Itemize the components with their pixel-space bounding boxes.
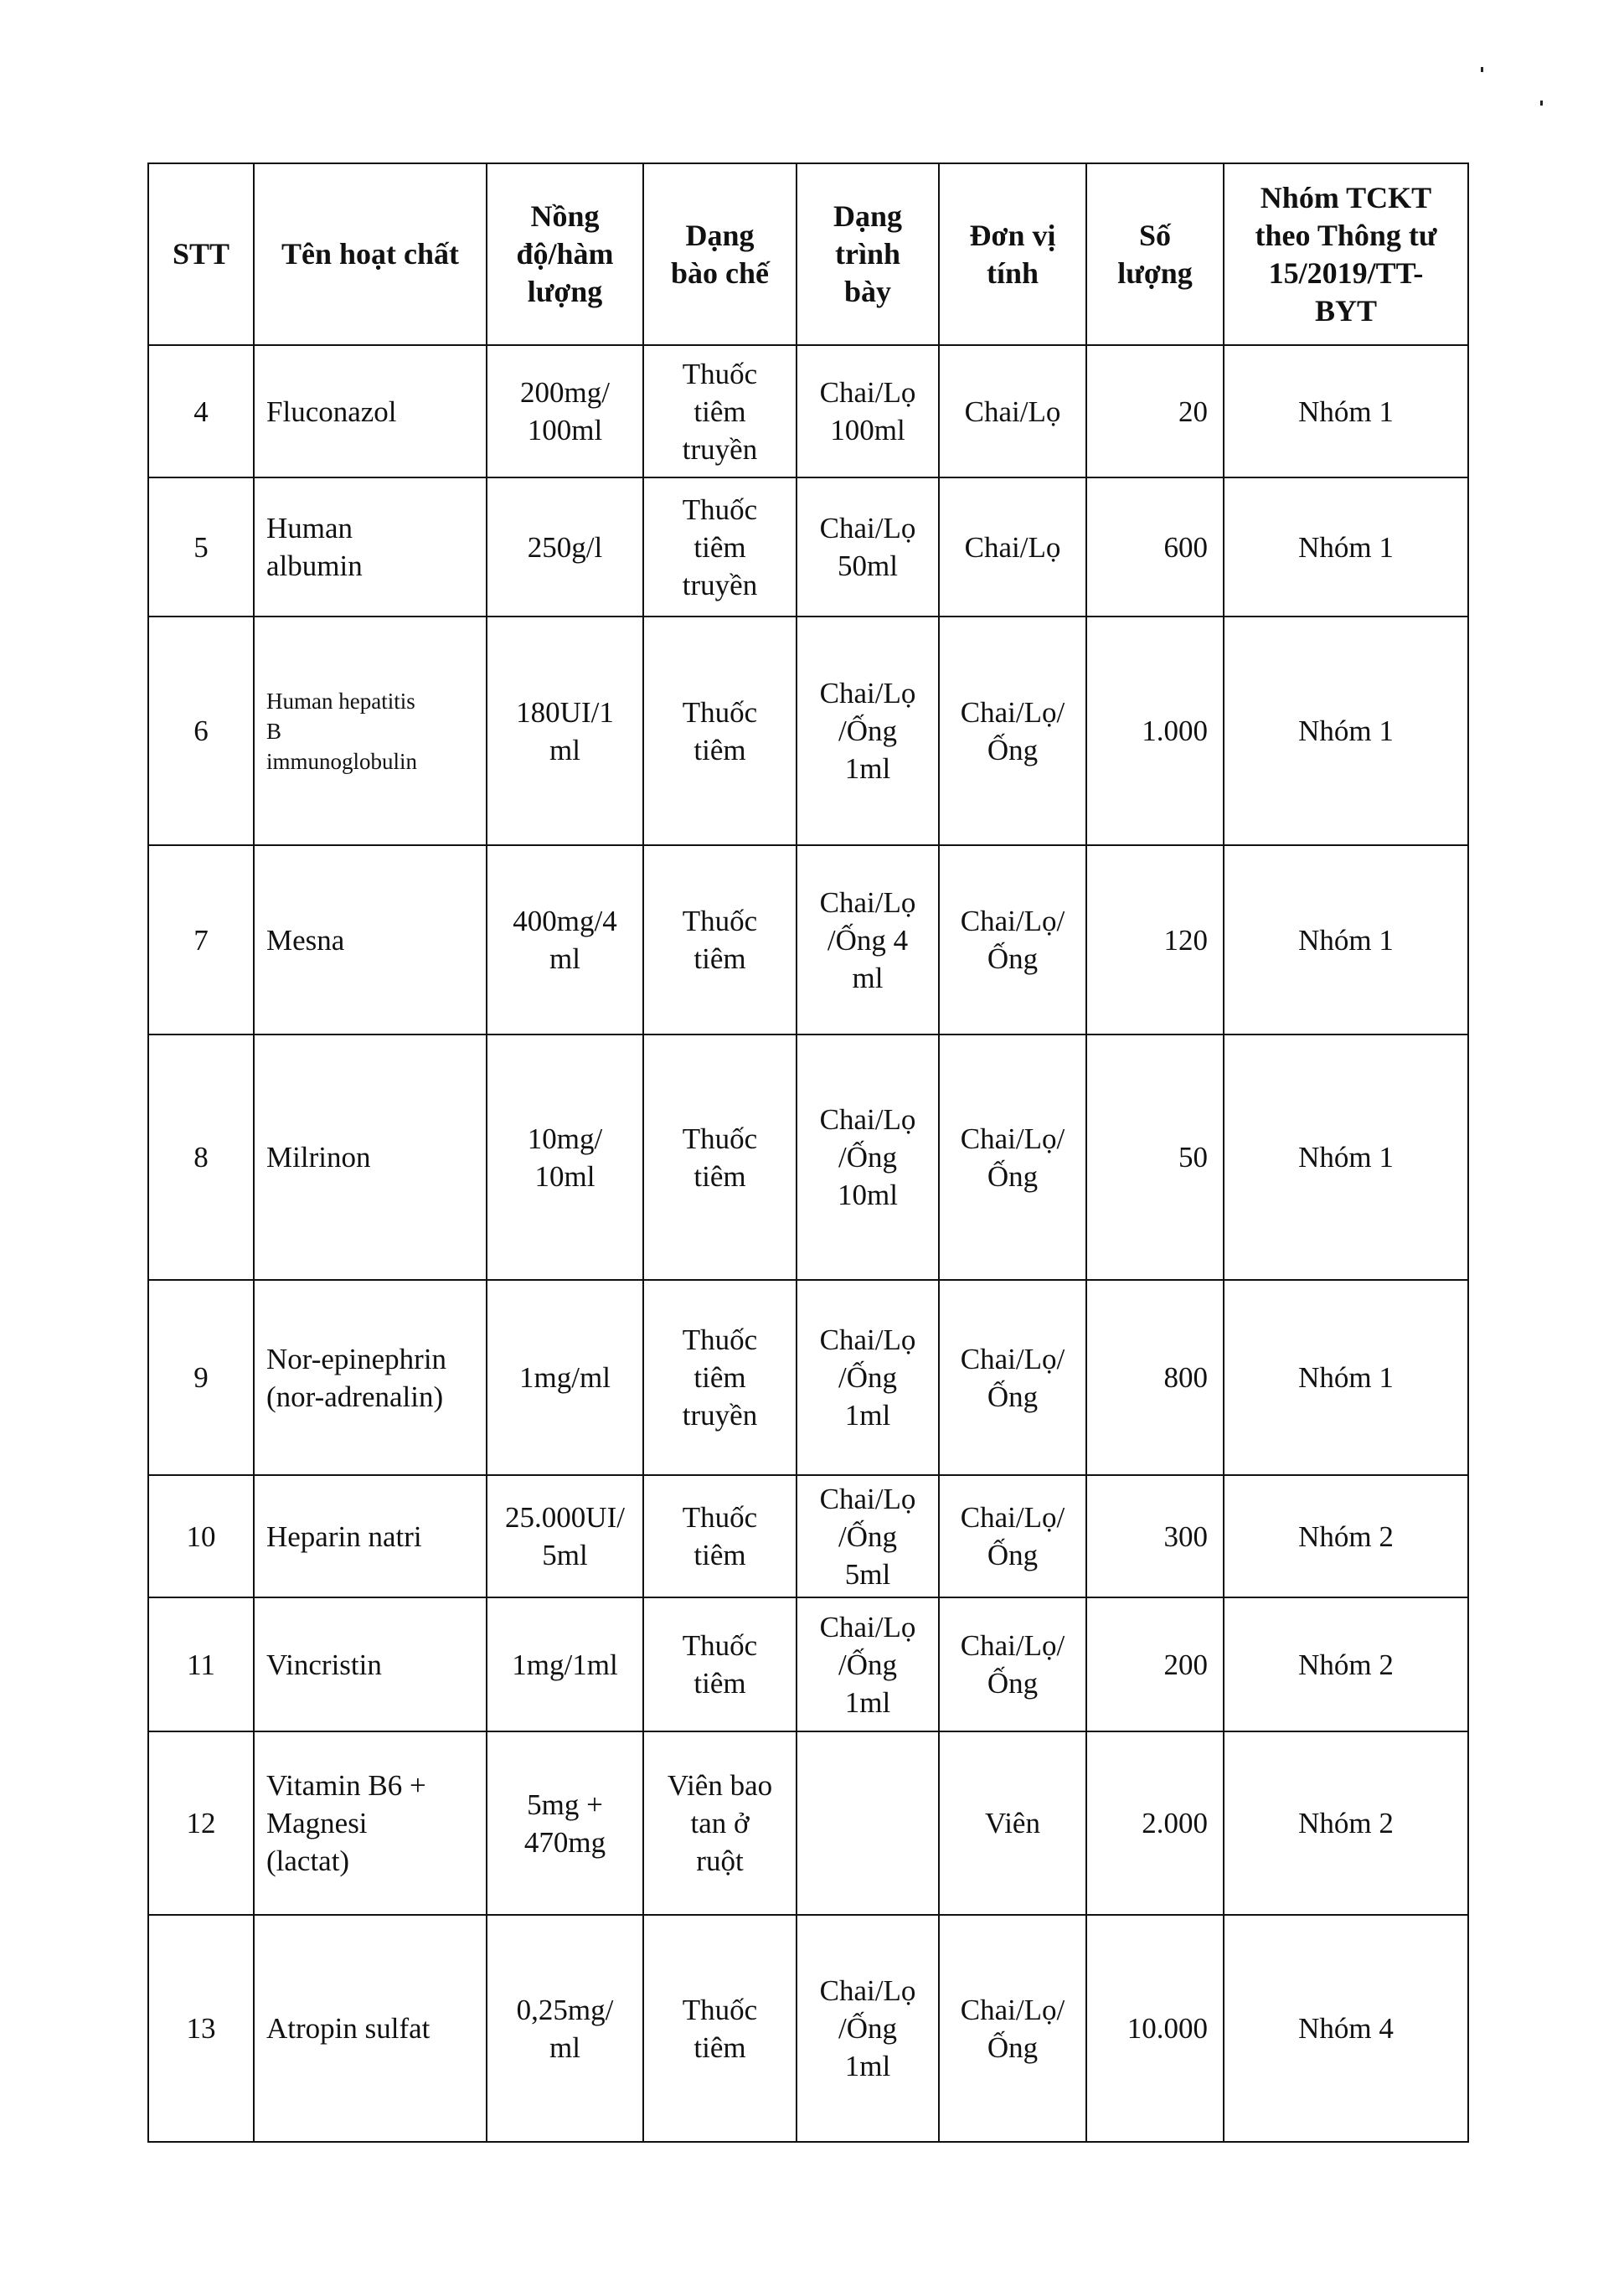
cell-quantity: 300 — [1086, 1475, 1224, 1597]
table-row — [148, 1280, 1468, 1475]
cell-strength — [487, 345, 643, 477]
cell-strength-line: 1mg/1ml — [512, 1648, 618, 1681]
cell-active-ingredient — [254, 1034, 487, 1280]
cell-strength-line: 25.000UI/ — [505, 1501, 625, 1534]
cell-presentation-line: Chai/Lọ — [819, 1103, 916, 1136]
cell-unit — [939, 1731, 1086, 1915]
cell-group: Nhóm 2 — [1224, 1475, 1468, 1597]
cell-strength — [487, 1915, 643, 2142]
cell-presentation-line: /Ống — [838, 1519, 897, 1553]
header-quantity — [1086, 163, 1224, 345]
cell-presentation-line: Chai/Lọ — [819, 376, 916, 409]
cell-presentation-line: Chai/Lọ — [819, 677, 916, 709]
drug-table — [147, 163, 1469, 2143]
cell-presentation-line: 100ml — [830, 414, 905, 446]
cell-presentation — [797, 345, 939, 477]
cell-unit-line: Ống — [987, 1159, 1039, 1193]
cell-unit — [939, 1915, 1086, 2142]
cell-stt: 6 — [148, 617, 254, 845]
header-line: BYT — [1314, 293, 1378, 328]
cell-unit — [939, 845, 1086, 1034]
cell-dosage-form-line: truyền — [682, 1399, 758, 1432]
header-line: tính — [986, 255, 1039, 290]
cell-dosage-form-line: Viên bao — [667, 1769, 773, 1802]
table-row — [148, 845, 1468, 1034]
scan-speck — [1540, 101, 1543, 106]
cell-dosage-form-line: tiêm — [693, 395, 746, 428]
table-row — [148, 1597, 1468, 1731]
table-row — [148, 477, 1468, 617]
cell-dosage-form — [643, 617, 797, 845]
cell-dosage-form-line: tiêm — [693, 2030, 746, 2064]
cell-group: Nhóm 1 — [1224, 1280, 1468, 1475]
cell-strength — [487, 1280, 643, 1475]
header-active-ingredient — [254, 163, 487, 345]
cell-dosage-form-line: Thuốc — [682, 493, 758, 526]
cell-quantity: 20 — [1086, 345, 1224, 477]
cell-strength-line: 200mg/ — [520, 376, 610, 409]
cell-unit-line: Chai/Lọ/ — [960, 905, 1065, 937]
cell-active-ingredient-line: albumin — [266, 549, 363, 582]
header-line: Nồng — [530, 199, 600, 233]
cell-unit-line: Chai/Lọ — [964, 395, 1061, 428]
cell-dosage-form-line: Thuốc — [682, 905, 758, 937]
cell-dosage-form-line: Thuốc — [682, 1629, 758, 1662]
cell-active-ingredient-line: Mesna — [266, 923, 345, 957]
cell-group: Nhóm 4 — [1224, 1915, 1468, 2142]
header-line: Nhóm TCKT — [1260, 180, 1432, 214]
cell-unit-line: Chai/Lọ/ — [960, 1342, 1065, 1375]
cell-unit-line: Chai/Lọ — [964, 530, 1061, 564]
cell-strength-line: 100ml — [527, 414, 603, 446]
header-unit — [939, 163, 1086, 345]
cell-strength — [487, 617, 643, 845]
cell-strength — [487, 1597, 643, 1731]
header-strength — [487, 163, 643, 345]
cell-presentation — [797, 1731, 939, 1915]
cell-presentation-line: ml — [852, 961, 884, 994]
cell-active-ingredient-line: Milrinon — [266, 1141, 371, 1174]
cell-active-ingredient-line: Nor-epinephrin — [266, 1342, 447, 1375]
cell-presentation — [797, 845, 939, 1034]
header-line: Số — [1138, 218, 1172, 252]
cell-unit — [939, 1280, 1086, 1475]
cell-unit — [939, 617, 1086, 845]
cell-dosage-form-line: tiêm — [693, 1361, 746, 1394]
cell-dosage-form — [643, 345, 797, 477]
cell-unit — [939, 1597, 1086, 1731]
header-row — [148, 163, 1468, 345]
cell-presentation-line: 10ml — [838, 1179, 898, 1211]
cell-presentation — [797, 1597, 939, 1731]
cell-presentation-line: /Ống — [838, 1141, 897, 1174]
cell-presentation-line: Chai/Lọ — [819, 1974, 916, 2007]
cell-dosage-form — [643, 1280, 797, 1475]
cell-dosage-form-line: Thuốc — [682, 695, 758, 729]
cell-strength — [487, 1475, 643, 1597]
cell-group: Nhóm 1 — [1224, 617, 1468, 845]
header-stt — [148, 163, 254, 345]
cell-presentation — [797, 1475, 939, 1597]
cell-stt: 10 — [148, 1475, 254, 1597]
cell-dosage-form-line: tiêm — [693, 733, 746, 766]
cell-strength-line: 470mg — [523, 1825, 606, 1859]
cell-presentation-line: Chai/Lọ — [819, 885, 916, 919]
cell-strength-line: 5mg + — [527, 1788, 603, 1821]
cell-presentation — [797, 477, 939, 617]
cell-active-ingredient-line: Fluconazol — [266, 395, 397, 428]
header-dosage-form — [643, 163, 797, 345]
cell-dosage-form-line: tiêm — [693, 942, 746, 975]
cell-dosage-form-line: tiêm — [693, 1667, 746, 1700]
header-line: Tên hoạt chất — [281, 237, 459, 271]
cell-group: Nhóm 1 — [1224, 845, 1468, 1034]
table-row — [148, 1915, 1468, 2142]
header-group — [1224, 163, 1468, 345]
cell-unit — [939, 1475, 1086, 1597]
cell-dosage-form-line: tiêm — [693, 530, 746, 564]
cell-active-ingredient-line: Vitamin B6 + — [266, 1769, 426, 1802]
header-line: độ/hàm — [516, 237, 614, 271]
header-line: 15/2019/TT- — [1268, 255, 1424, 290]
cell-stt: 12 — [148, 1731, 254, 1915]
cell-active-ingredient — [254, 477, 487, 617]
cell-unit-line: Chai/Lọ/ — [960, 1122, 1065, 1155]
cell-quantity: 10.000 — [1086, 1915, 1224, 2142]
cell-dosage-form — [643, 845, 797, 1034]
cell-active-ingredient-line: immunoglobulin — [266, 748, 418, 774]
cell-active-ingredient — [254, 845, 487, 1034]
cell-unit — [939, 477, 1086, 617]
cell-group: Nhóm 1 — [1224, 477, 1468, 617]
cell-strength — [487, 1034, 643, 1280]
cell-active-ingredient — [254, 617, 487, 845]
cell-presentation-line: 1ml — [844, 1685, 891, 1719]
header-line: Đơn vị — [969, 218, 1056, 252]
cell-active-ingredient — [254, 1280, 487, 1475]
cell-dosage-form-line: Thuốc — [682, 357, 758, 390]
header-line: lượng — [527, 275, 603, 308]
cell-presentation — [797, 617, 939, 845]
cell-unit-line: Ống — [987, 1667, 1039, 1700]
cell-stt: 11 — [148, 1597, 254, 1731]
cell-strength-line: 5ml — [542, 1539, 588, 1571]
cell-presentation — [797, 1280, 939, 1475]
cell-active-ingredient-line: Magnesi — [266, 1807, 368, 1839]
cell-dosage-form-line: truyền — [682, 432, 758, 466]
cell-unit-line: Ống — [987, 1380, 1039, 1413]
cell-presentation-line: /Ống — [838, 1361, 897, 1394]
cell-strength — [487, 1731, 643, 1915]
header-line: bào chế — [671, 255, 769, 290]
cell-stt: 8 — [148, 1034, 254, 1280]
cell-stt: 9 — [148, 1280, 254, 1475]
header-line: bày — [843, 275, 892, 308]
cell-quantity: 1.000 — [1086, 617, 1224, 845]
cell-active-ingredient-line: Human hepatitis — [266, 688, 415, 714]
cell-active-ingredient-line: Heparin natri — [266, 1519, 422, 1553]
cell-quantity: 120 — [1086, 845, 1224, 1034]
header-line: Dạng — [833, 199, 903, 233]
cell-dosage-form — [643, 1731, 797, 1915]
cell-active-ingredient — [254, 345, 487, 477]
cell-group: Nhóm 1 — [1224, 1034, 1468, 1280]
cell-unit-line: Ống — [987, 1539, 1039, 1571]
cell-group: Nhóm 2 — [1224, 1731, 1468, 1915]
cell-strength-line: 180UI/1 — [516, 695, 614, 729]
scan-speck — [1481, 67, 1483, 72]
cell-strength — [487, 845, 643, 1034]
cell-active-ingredient-line: B — [266, 718, 282, 744]
cell-presentation-line: 1ml — [844, 2050, 891, 2082]
cell-unit-line: Viên — [985, 1807, 1040, 1839]
cell-group: Nhóm 1 — [1224, 345, 1468, 477]
header-line: Dạng — [685, 218, 755, 252]
cell-active-ingredient — [254, 1731, 487, 1915]
header-line: STT — [172, 237, 230, 271]
table-row — [148, 1034, 1468, 1280]
cell-presentation-line: Chai/Lọ — [819, 512, 916, 544]
cell-dosage-form-line: tan ở — [690, 1807, 750, 1839]
cell-active-ingredient-line: Atropin sulfat — [266, 2012, 430, 2045]
cell-dosage-form — [643, 1034, 797, 1280]
cell-dosage-form — [643, 1915, 797, 2142]
cell-active-ingredient-line: Vincristin — [266, 1648, 382, 1681]
header-presentation — [797, 163, 939, 345]
cell-unit-line: Chai/Lọ/ — [960, 1501, 1065, 1534]
cell-unit-line: Ống — [987, 733, 1039, 766]
cell-presentation-line: /Ống — [838, 1648, 897, 1681]
table-row — [148, 1475, 1468, 1597]
table-row — [148, 617, 1468, 845]
cell-dosage-form-line: Thuốc — [682, 1122, 758, 1155]
cell-unit-line: Ống — [987, 942, 1039, 975]
cell-dosage-form-line: Thuốc — [682, 1323, 758, 1356]
cell-presentation-line: /Ống — [838, 2012, 897, 2045]
cell-strength-line: 400mg/4 — [513, 905, 617, 937]
cell-group: Nhóm 2 — [1224, 1597, 1468, 1731]
cell-strength-line: 250g/l — [527, 530, 603, 564]
cell-unit — [939, 345, 1086, 477]
cell-active-ingredient — [254, 1597, 487, 1731]
cell-quantity: 2.000 — [1086, 1731, 1224, 1915]
cell-dosage-form-line: tiêm — [693, 1539, 746, 1571]
table-row — [148, 1731, 1468, 1915]
cell-strength — [487, 477, 643, 617]
cell-presentation-line: 1ml — [844, 1399, 891, 1432]
cell-dosage-form-line: Thuốc — [682, 1993, 758, 2026]
cell-stt: 7 — [148, 845, 254, 1034]
header-line: theo Thông tư — [1255, 218, 1437, 252]
cell-unit-line: Chai/Lọ/ — [960, 1993, 1065, 2026]
cell-quantity: 800 — [1086, 1280, 1224, 1475]
cell-strength-line: ml — [549, 2030, 580, 2064]
header-line: lượng — [1117, 255, 1193, 290]
cell-stt: 5 — [148, 477, 254, 617]
cell-unit-line: Ống — [987, 2030, 1039, 2064]
cell-strength-line: 1mg/ml — [519, 1361, 611, 1394]
cell-strength-line: 10ml — [534, 1159, 595, 1193]
cell-dosage-form-line: ruột — [696, 1845, 744, 1877]
cell-stt: 13 — [148, 1915, 254, 2142]
cell-strength-line: 0,25mg/ — [516, 1993, 614, 2026]
cell-dosage-form — [643, 477, 797, 617]
cell-unit-line: Chai/Lọ/ — [960, 695, 1065, 729]
cell-presentation-line: 1ml — [844, 752, 891, 785]
header-line: trình — [834, 237, 900, 271]
cell-presentation-line: Chai/Lọ — [819, 1323, 916, 1356]
cell-presentation — [797, 1915, 939, 2142]
cell-presentation-line: Chai/Lọ — [819, 1482, 916, 1515]
cell-quantity: 50 — [1086, 1034, 1224, 1280]
cell-presentation-line: /Ống — [838, 715, 897, 747]
cell-strength-line: ml — [549, 942, 580, 975]
cell-active-ingredient — [254, 1475, 487, 1597]
cell-presentation-line: /Ống 4 — [827, 923, 909, 957]
cell-dosage-form-line: truyền — [682, 568, 758, 601]
cell-presentation-line: 5ml — [844, 1557, 891, 1591]
cell-strength-line: 10mg/ — [527, 1122, 603, 1155]
cell-quantity: 200 — [1086, 1597, 1224, 1731]
cell-active-ingredient-line: (lactat) — [266, 1845, 350, 1877]
cell-strength-line: ml — [549, 733, 580, 766]
table-row — [148, 345, 1468, 477]
cell-dosage-form-line: tiêm — [693, 1159, 746, 1193]
cell-stt: 4 — [148, 345, 254, 477]
cell-active-ingredient-line: Human — [266, 512, 353, 544]
cell-unit — [939, 1034, 1086, 1280]
cell-presentation-line: Chai/Lọ — [819, 1610, 916, 1643]
cell-active-ingredient-line: (nor-adrenalin) — [266, 1380, 444, 1413]
cell-dosage-form-line: Thuốc — [682, 1501, 758, 1534]
cell-dosage-form — [643, 1597, 797, 1731]
cell-unit-line: Chai/Lọ/ — [960, 1629, 1065, 1662]
cell-dosage-form — [643, 1475, 797, 1597]
cell-active-ingredient — [254, 1915, 487, 2142]
cell-presentation-line: 50ml — [838, 549, 898, 582]
cell-quantity: 600 — [1086, 477, 1224, 617]
cell-presentation — [797, 1034, 939, 1280]
